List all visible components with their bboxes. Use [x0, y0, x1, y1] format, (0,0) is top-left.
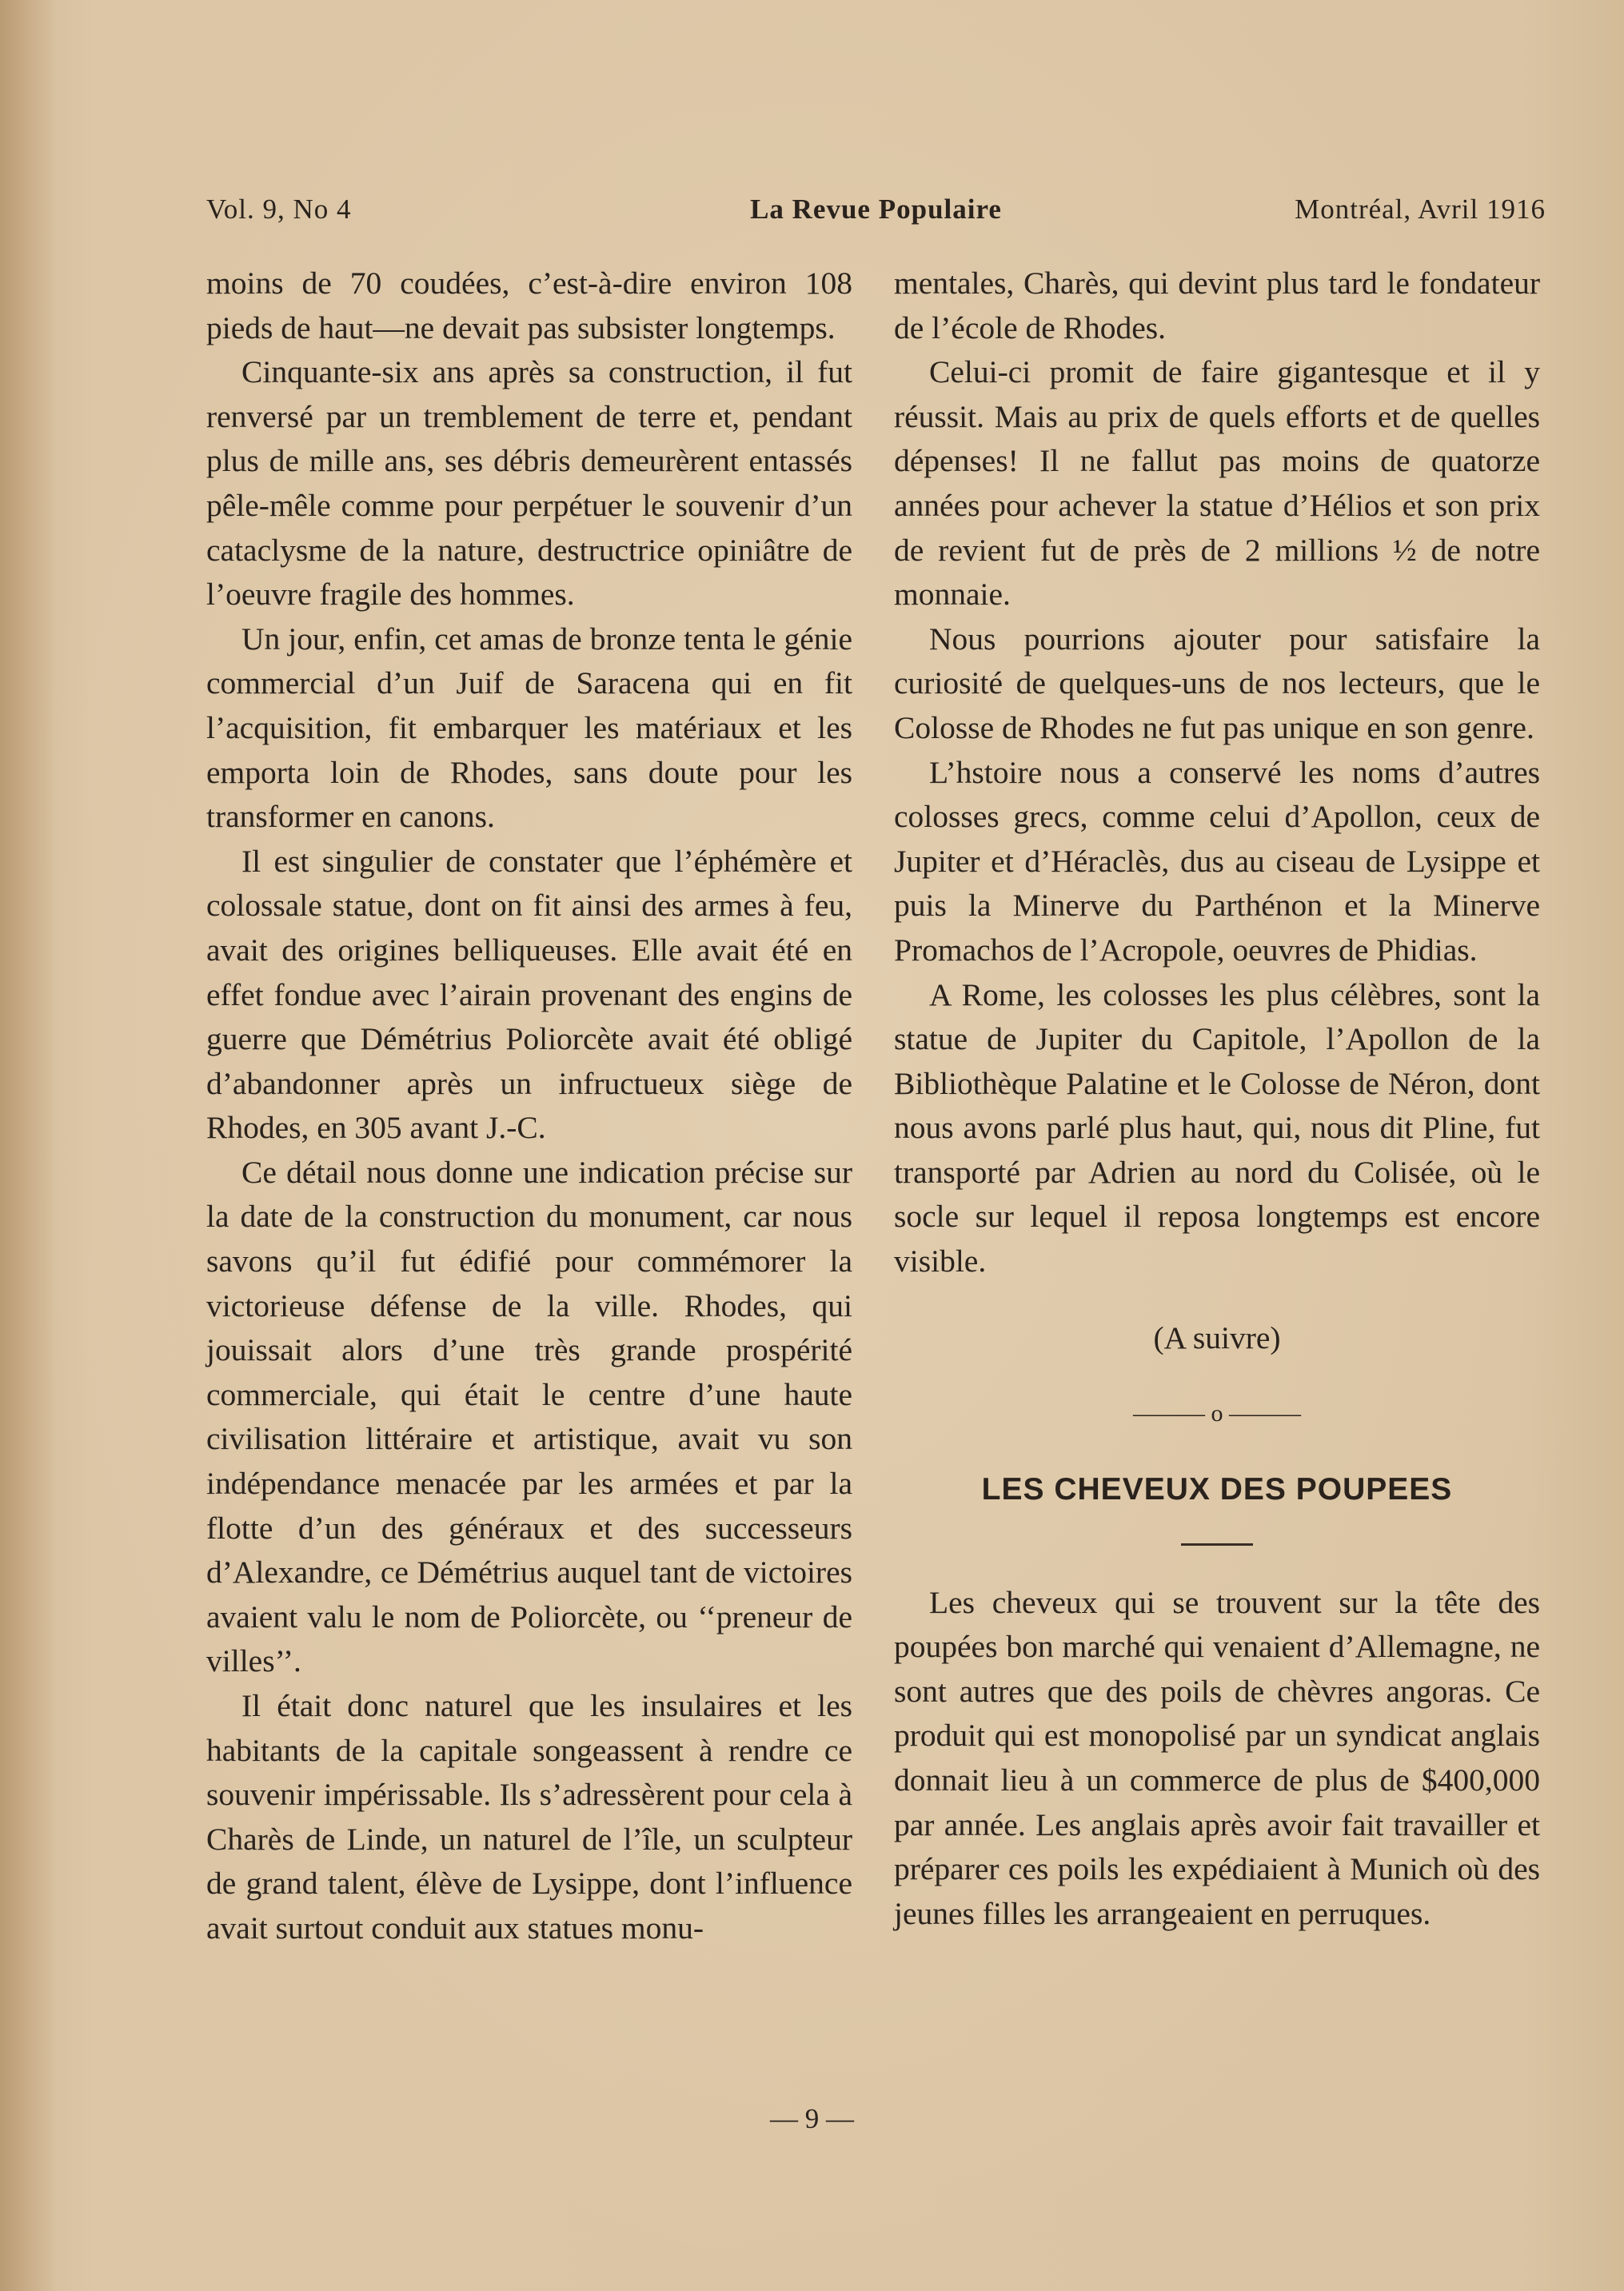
- to-be-continued: (A suivre): [1153, 1319, 1281, 1355]
- paragraph: Ce détail nous donne une indication précise sur la date de la construction du monument, car nous savons qu’il fut édifié pour commémorer la victorieuse défense de la ville. Rhodes, qui jouissait alors d’une très grande prospérité commerciale, qui était le centre d’une haute civilisation littéraire et artistique, avait vu son indépendance menacée par les armées et par la flotte d’un des généraux et des successeurs d’Alexandre, ce Démétrius auquel tant de victoires avaient valu le nom de Poliorcète, ou ‘‘preneur de villes’’.: [206, 1154, 852, 1679]
- volume-number: Vol. 9, No 4: [206, 194, 352, 225]
- paragraph: Celui-ci promit de faire gigantesque et il y réussit. Mais au prix de quels efforts et de quelles dépenses! Il ne fallut pas moins de quatorze années pour achever la statue d’Hélios et son prix de revient fut de près de 2 millions ½ de notre monnaie.: [894, 354, 1540, 613]
- page-spine-shadow: [0, 0, 56, 2291]
- section-separator: ——— o ———: [1133, 1399, 1301, 1427]
- issue-date: Montréal, Avril 1916: [1295, 194, 1546, 225]
- right-column: [894, 261, 1540, 1936]
- title-rule: [1181, 1543, 1253, 1546]
- article-paragraph: Les cheveux qui se trouvent sur la tête des poupées bon marché qui venaient d’Allemagne, ne sont autres que des poils de chèvres angoras. Ce produit qui est monopolisé par un syndicat anglais donnait lieu à un commerce de plus de $400,000 par année. Les anglais après avoir fait travailler et préparer ces poils les expédiaient à Munich où des jeunes filles les arrangeaient en perruques.: [894, 1584, 1540, 1931]
- paragraph: L’hstoire nous a conservé les noms d’autres colosses grecs, comme celui d’Apollon, ceux de Jupiter et d’Héraclès, dus au ciseau de Lysippe et puis la Minerve du Parthénon et la Minerve Promachos de l’Acropole, oeuvres de Phidias.: [894, 754, 1540, 968]
- paragraph: Nous pourrions ajouter pour satisfaire la curiosité de quelques-uns de nos lecteurs, que le Colosse de Rhodes ne fut pas unique en son genre.: [894, 621, 1540, 745]
- paragraph: moins de 70 coudées, c’est-à-dire environ 108 pieds de haut—ne devait pas subsister longtemps.: [206, 265, 852, 345]
- paragraph: Il était donc naturel que les insulaires et les habitants de la capitale songeassent à rendre ce souvenir impérissable. Ils s’adressèrent pour cela à Charès de Linde, un naturel de l’île, un sculpteur de grand talent, élève de Lysippe, dont l’influence avait surtout conduit aux statues monu-: [206, 1688, 852, 1946]
- paragraph: Un jour, enfin, cet amas de bronze tenta le génie commercial d’un Juif de Saracena qui en fit l’acquisition, fit embarquer les matériaux et les emporta loin de Rhodes, sans doute pour les transformer en canons.: [206, 621, 852, 835]
- paragraph: A Rome, les colosses les plus célèbres, sont la statue de Jupiter du Capitole, l’Apollon de la Bibliothèque Palatine et le Colosse de Néron, dont nous avons parlé plus haut, qui, nous dit Pline, fut transporté par Adrien au nord du Colisée, où le socle sur lequel il reposa longtemps est encore visible.: [894, 976, 1540, 1279]
- page-number: — 9 —: [770, 2103, 854, 2134]
- publication-title: La Revue Populaire: [750, 194, 1002, 225]
- left-column: [206, 261, 852, 1951]
- paragraph: Cinquante-six ans après sa construction, il fut renversé par un tremblement de terre et, pendant plus de mille ans, ses débris demeurèrent entassés pêle-mêle comme pour perpétuer le souvenir d’un cataclysme de la nature, destructrice opiniâtre de l’oeuvre fragile des hommes.: [206, 354, 852, 613]
- paragraph: Il est singulier de constater que l’éphémère et colossale statue, dont on fit ainsi des armes à feu, avait des origines belliqueuses. Elle avait été en effet fondue avec l’airain provenant des engins de guerre que Démétrius Poliorcète avait été obligé d’abandonner après un infructueux siège de Rhodes, en 305 avant J.-C.: [206, 843, 852, 1146]
- paragraph: mentales, Charès, qui devint plus tard le fondateur de l’école de Rhodes.: [894, 265, 1540, 345]
- page-header: [206, 194, 1546, 233]
- article-title: LES CHEVEUX DES POUPEES: [981, 1471, 1453, 1507]
